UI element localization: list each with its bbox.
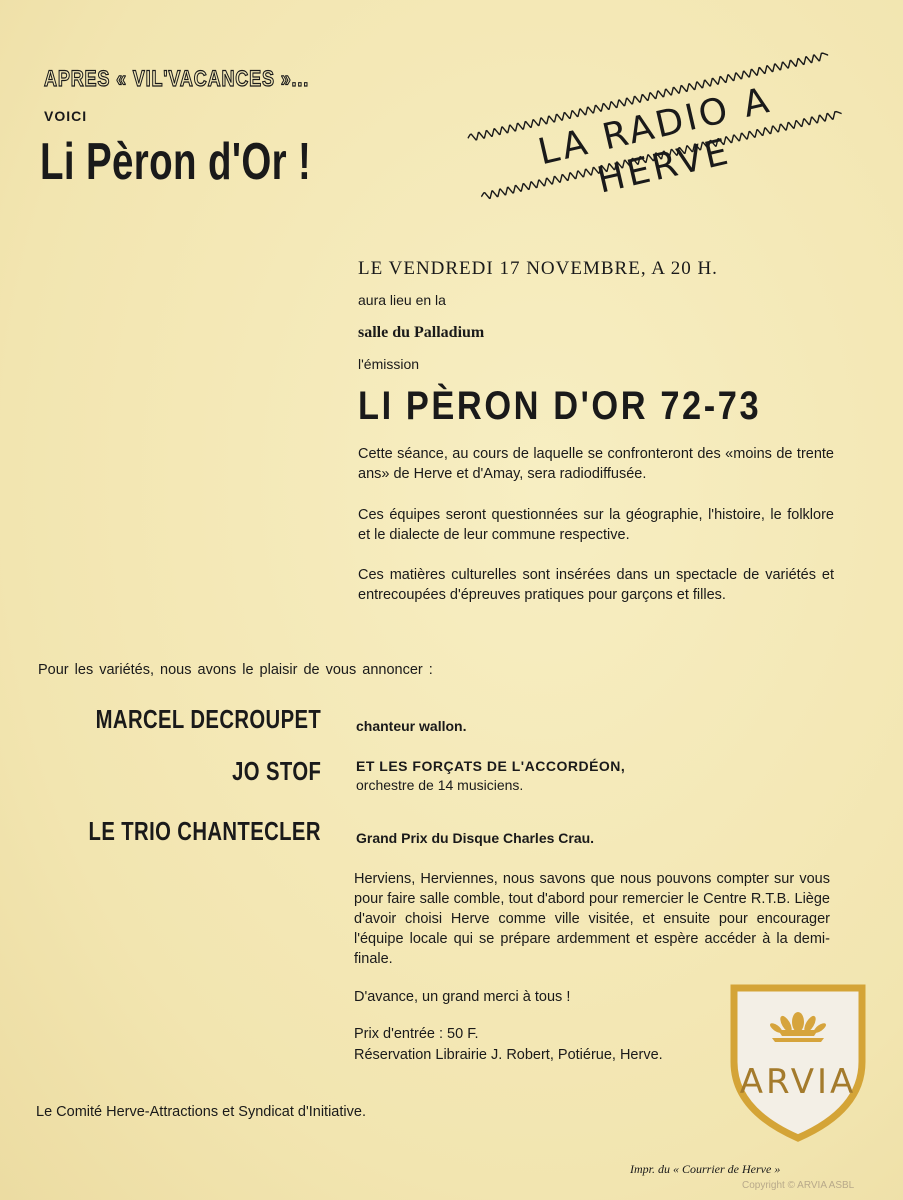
paragraph-seance: Cette séance, au cours de laquelle se confronteront des «moins de trente ans» de Herve et d'Amay, sera radiodiffusée. xyxy=(358,446,834,482)
artist-name: MARCEL DECROUPET xyxy=(95,704,321,734)
paragraph-equipes: Ces équipes seront questionnées sur la géographie, l'histoire, le folklore et le dialecte de leur commune respective. xyxy=(358,507,834,543)
artist-description-detail: orchestre de 14 musiciens. xyxy=(356,777,524,793)
copyright-notice: Copyright © ARVIA ASBL xyxy=(742,1180,855,1191)
event-date: LE VENDREDI 17 NOVEMBRE, A 20 H. xyxy=(358,258,718,279)
apres-vilvacances: APRES « VIL'VACANCES »... xyxy=(44,66,310,91)
main-title: Li Pèron d'Or ! xyxy=(40,133,312,191)
aura-lieu: aura lieu en la xyxy=(358,292,446,308)
paragraph-matieres: Ces matières culturelles sont insérées dans un spectacle de variétés et entrecoupées d'épreuves pratiques pour garçons et filles. xyxy=(358,567,834,603)
show-title: LI PÈRON D'OR 72-73 xyxy=(358,384,762,428)
imprimeur-line: Impr. du « Courrier de Herve » xyxy=(630,1162,781,1176)
stamp-text: LA RADIO A HERVE xyxy=(534,79,776,202)
artist-description: ET LES FORÇATS DE L'ACCORDÉON, xyxy=(356,758,626,774)
artist-description: Grand Prix du Disque Charles Crau. xyxy=(356,830,595,846)
thanks-line: D'avance, un grand merci à tous ! xyxy=(354,989,571,1005)
salle-palladium: salle du Palladium xyxy=(358,324,485,341)
prix-entree: Prix d'entrée : 50 F. xyxy=(354,1026,479,1042)
comite-signature: Le Comité Herve-Attractions et Syndicat d'Initiative. xyxy=(36,1104,366,1120)
paragraph-herviens: Herviens, Herviennes, nous savons que nous pouvons compter sur vous pour faire salle comble, tout d'abord pour remercier le Centre R.T.B. Liège d'avoir choisi Herve comme ville visitée, et ensuite pour encourager l'équipe locale qui se prépare ardemment et espère accéder à la demi-finale. xyxy=(354,871,830,967)
artist-description: chanteur wallon. xyxy=(356,718,467,734)
arvia-logo-text: ARVIA xyxy=(739,1062,857,1102)
emission-label: l'émission xyxy=(358,356,420,372)
artist-name: JO STOF xyxy=(231,756,321,786)
varietes-intro: Pour les variétés, nous avons le plaisir de vous annoncer : xyxy=(38,662,433,678)
voici-label: VOICI xyxy=(44,108,88,124)
reservation-line: Réservation Librairie J. Robert, Potiérue, Herve. xyxy=(354,1047,663,1063)
arvia-logo xyxy=(728,982,868,1142)
artist-name: LE TRIO CHANTECLER xyxy=(88,816,321,846)
